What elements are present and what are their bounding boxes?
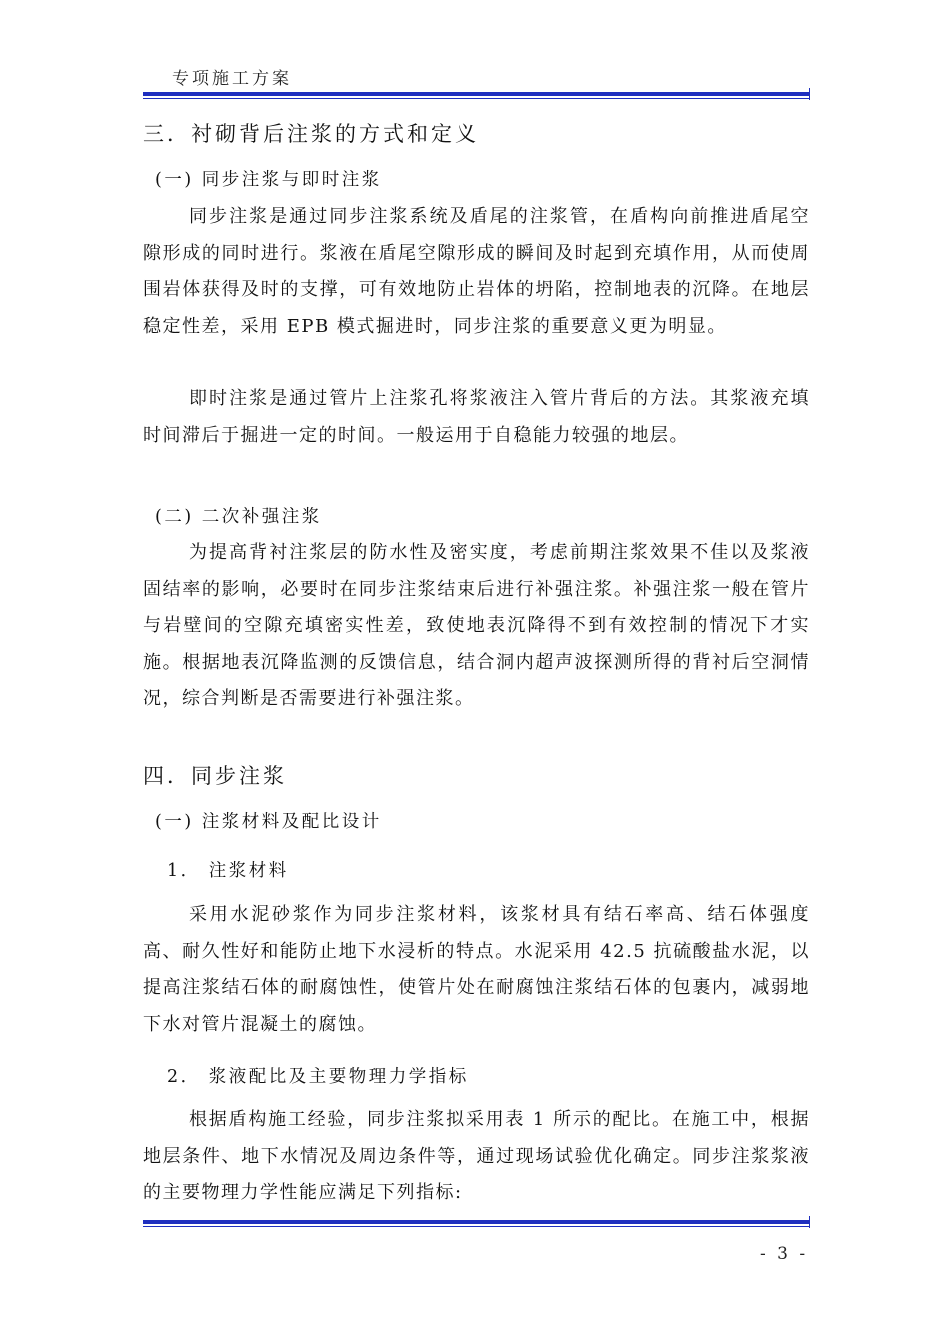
item-2-paragraph: 根据盾构施工经验，同步注浆拟采用表 1 所示的配比。在施工中，根据地层条件、地下水情况及周边条件等，通过现场试验优化确定。同步注浆浆液的主要物理力学性能应满足下列指标: [143, 1109, 810, 1203]
section-3-2-title: (二) 二次补强注浆 [155, 507, 322, 527]
section-3-1-paragraph-1: 同步注浆是通过同步注浆系统及盾尾的注浆管，在盾构向前推进盾尾空隙形成的同时进行。浆液在盾尾空隙形成的瞬间及时起到充填作用，从而使周围岩体获得及时的支撑，可有效地防止岩体的坍陷，控制地表的沉降。在地层稳定性差，采用 EPB 模式掘进时，同步注浆的重要意义更为明显。 [143, 206, 810, 337]
section-3-1-paragraph-2: 即时注浆是通过管片上注浆孔将浆液注入管片背后的方法。其浆液充填时间滞后于掘进一定的时间。一般运用于自稳能力较强的地层。 [143, 388, 810, 446]
page-number: - 3 - [760, 1244, 809, 1264]
section-4-title: 四．同步注浆 [143, 764, 287, 788]
item-2-title: 2． 浆液配比及主要物理力学指标 [167, 1067, 469, 1087]
footer-rule [143, 1220, 810, 1227]
header-rule [143, 92, 810, 99]
header-title: 专项施工方案 [172, 69, 292, 89]
section-3-title: 三．衬砌背后注浆的方式和定义 [143, 122, 479, 146]
section-4-1-title: (一) 注浆材料及配比设计 [155, 812, 382, 832]
section-3-2-paragraph-1: 为提高背衬注浆层的防水性及密实度，考虑前期注浆效果不佳以及浆液固结率的影响，必要时在同步注浆结束后进行补强注浆。补强注浆一般在管片与岩壁间的空隙充填密实性差，致使地表沉降得不到有效控制的情况下才实施。根据地表沉降监测的反馈信息，结合洞内超声波探测所得的背衬后空洞情况，综合判断是否需要进行补强注浆。 [143, 542, 810, 709]
item-1-title: 1． 注浆材料 [167, 861, 289, 881]
section-3-1-title: (一) 同步注浆与即时注浆 [155, 170, 382, 190]
item-1-paragraph: 采用水泥砂浆作为同步注浆材料，该浆材具有结石率高、结石体强度高、耐久性好和能防止地下水浸析的特点。水泥采用 42.5 抗硫酸盐水泥，以提高注浆结石体的耐腐蚀性，使管片处在耐腐蚀注浆结石体的包裹内，减弱地下水对管片混凝土的腐蚀。 [143, 904, 810, 1035]
